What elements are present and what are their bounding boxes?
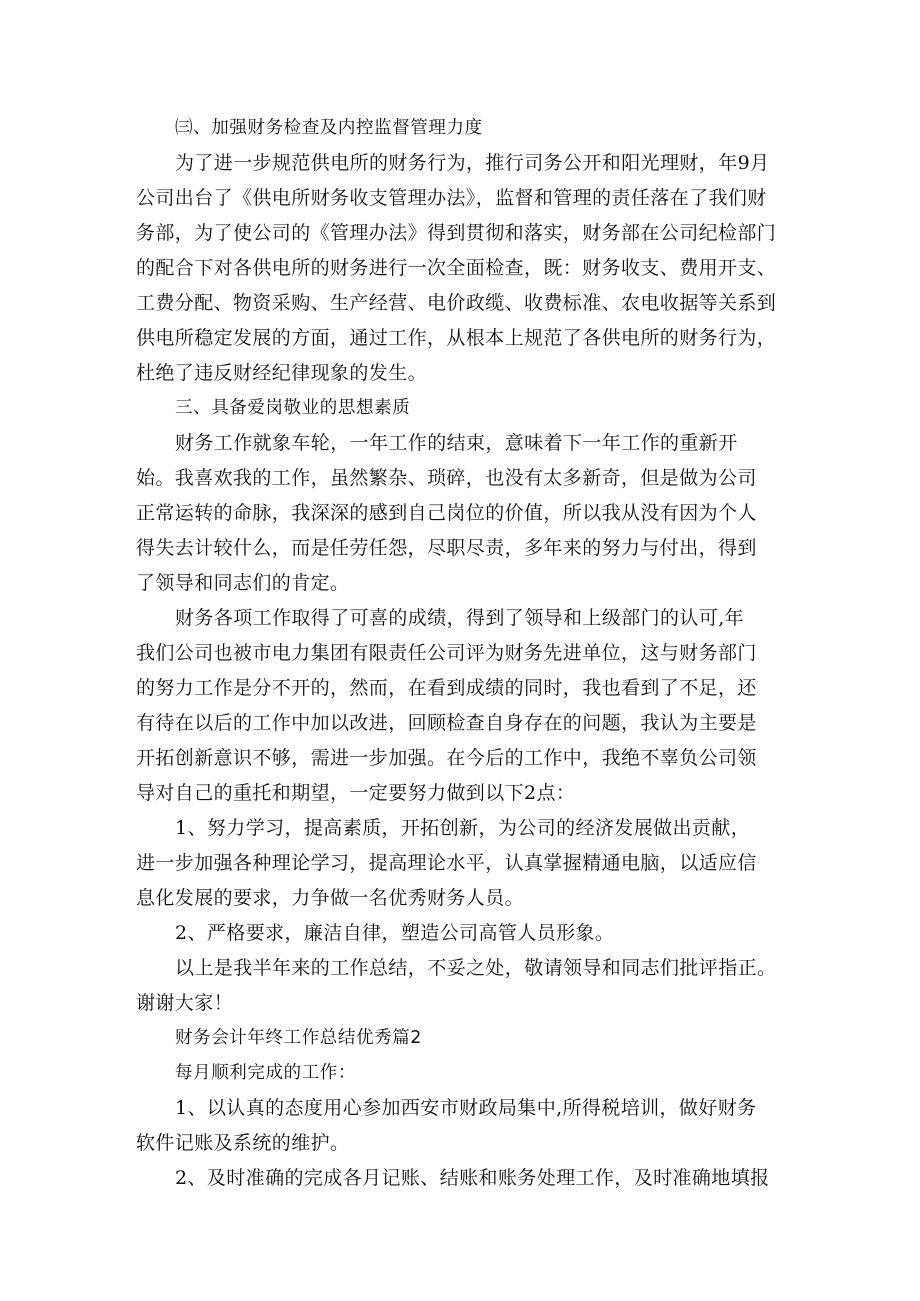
paragraph-line: 始。我喜欢我的工作，虽然繁杂、琐碎，也没有太多新奇，但是做为公司 (136, 467, 757, 489)
paragraph-line: 息化发展的要求，力争做一名优秀财务人员。 (136, 887, 525, 909)
paragraph-line: 软件记账及系统的维护。 (136, 1132, 350, 1154)
paragraph-line: 工费分配、物资采购、生产经营、电价政缆、收费标准、农电收据等关系到 (136, 292, 777, 314)
section-heading: ㈢、加强财务检查及内控监督管理力度 (175, 118, 483, 138)
paragraph-line: 2、严格要求，廉洁自律，塑造公司高管人员形象。 (175, 922, 615, 944)
paragraph-line: 务部，为了使公司的《管理办法》得到贯彻和落实，财务部在公司纪检部门 (136, 222, 777, 244)
paragraph-line: 正常运转的命脉，我深深的感到自己岗位的价值，所以我从没有因为个人 (136, 502, 757, 524)
paragraph-line: 导对自己的重托和期望，一定要努力做到以下2点： (136, 782, 576, 804)
paragraph-line: 财务工作就象车轮，一年工作的结束，意味着下一年工作的重新开 (175, 432, 738, 454)
paragraph-line: 开拓创新意识不够，需进一步加强。在今后的工作中，我绝不辜负公司领 (136, 747, 757, 769)
section-heading: 三、具备爱岗敬业的思想素质 (175, 398, 411, 418)
section-heading: 财务会计年终工作总结优秀篇2 (175, 1028, 423, 1048)
paragraph-line: 1、以认真的态度用心参加西安市财政局集中,所得税培训，做好财务 (175, 1097, 757, 1119)
paragraph-line: 1、努力学习，提高素质，开拓创新，为公司的经济发展做出贡献， (175, 817, 751, 839)
paragraph-line: 2、及时准确的完成各月记账、结账和账务处理工作，及时准确地填报 (175, 1167, 770, 1189)
paragraph-line: 的配合下对各供电所的财务进行一次全面检查，既：财务收支、费用开支、 (136, 257, 777, 279)
paragraph-line: 的努力工作是分不开的，然而，在看到成绩的同时，我也看到了不足，还 (136, 677, 757, 699)
paragraph-line: 了领导和同志们的肯定。 (136, 572, 350, 594)
paragraph-line: 为了进一步规范供电所的财务行为，推行司务公开和阳光理财，年9月 (175, 152, 770, 174)
section-heading: 每月顺利完成的工作： (175, 1063, 356, 1083)
paragraph-line: 谢谢大家！ (136, 992, 234, 1014)
paragraph-line: 以上是我半年来的工作总结，不妥之处，敬请领导和同志们批评指正。 (175, 957, 777, 979)
paragraph-line: 财务各项工作取得了可喜的成绩，得到了领导和上级部门的认可,年 (175, 607, 745, 629)
paragraph-line: 供电所稳定发展的方面，通过工作，从根本上规范了各供电所的财务行为， (136, 327, 777, 349)
paragraph-line: 我们公司也被市电力集团有限责任公司评为财务先进单位，这与财务部门 (136, 642, 757, 664)
paragraph-line: 公司出台了《供电所财务收支管理办法》，监督和管理的责任落在了我们财 (136, 187, 767, 209)
paragraph-line: 杜绝了违反财经纪律现象的发生。 (136, 362, 428, 384)
paragraph-line: 得失去计较什么，而是任劳任怨，尽职尽责，多年来的努力与付出，得到 (136, 537, 757, 559)
paragraph-line: 进一步加强各种理论学习，提高理论水平，认真掌握精通电脑，以适应信 (136, 852, 757, 874)
paragraph-line: 有待在以后的工作中加以改进，回顾检查自身存在的问题，我认为主要是 (136, 712, 757, 734)
